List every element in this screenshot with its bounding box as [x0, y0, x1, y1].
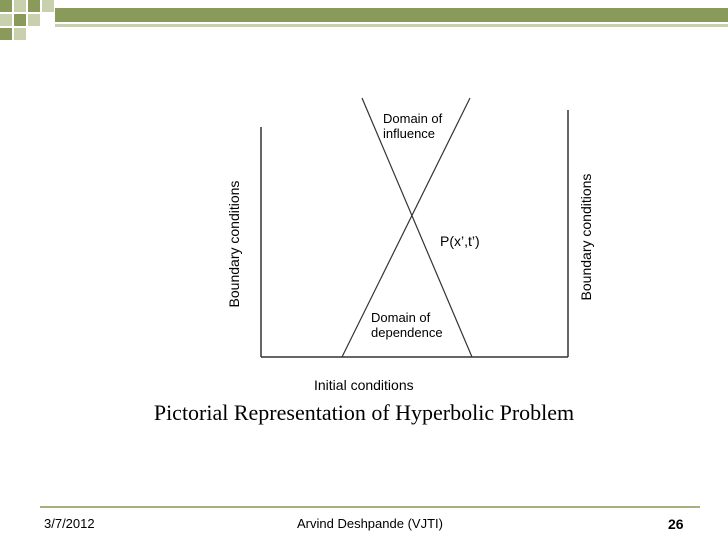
footer-date: 3/7/2012	[44, 516, 95, 531]
slide-number: 26	[668, 516, 684, 532]
dependence-label-2: dependence	[371, 325, 443, 340]
initial-conditions-label: Initial conditions	[314, 377, 414, 393]
slide-caption: Pictorial Representation of Hyperbolic Problem	[153, 400, 575, 425]
influence-label-1: Domain of	[383, 111, 443, 126]
influence-label-2: influence	[383, 126, 436, 141]
dependence-label-1: Domain of	[371, 310, 431, 325]
point-label: P(x’,t’)	[440, 233, 480, 249]
boundary-right-label: Boundary conditions	[578, 173, 594, 301]
footer-author: Arvind Deshpande (VJTI)	[297, 516, 443, 531]
boundary-left-label: Boundary conditions	[226, 180, 242, 308]
